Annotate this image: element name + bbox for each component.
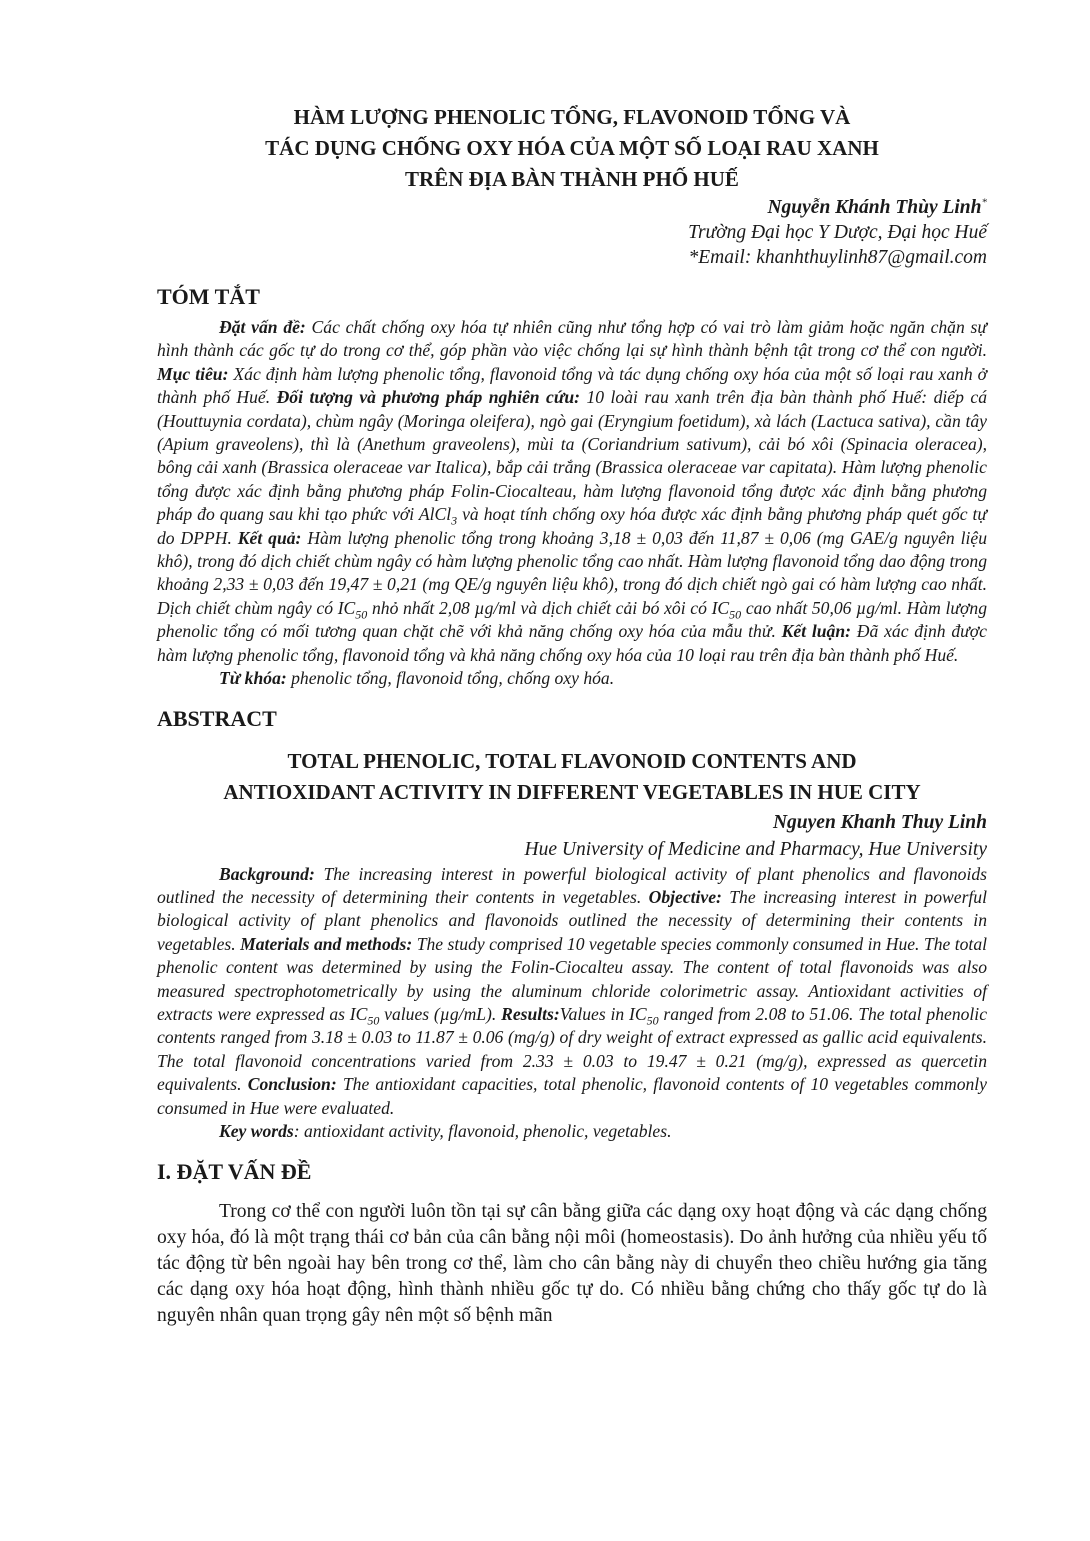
keywords-vi: Từ khóa: phenolic tổng, flavonoid tổng, chống oxy hóa. [219,668,615,689]
section-heading: I. ĐẶT VẤN ĐỀ [157,1159,312,1185]
label-conclusion: Conclusion: [247,1074,337,1095]
title-line: TÁC DỤNG CHỐNG OXY HÓA CỦA MỘT SỐ LOẠI RAU XANH [265,136,879,160]
paper-title-en [157,746,987,808]
summary-heading: TÓM TẮT [157,284,260,309]
abstract-paragraph: Background: The increasing interest in powerful biological activity of plant phenolics and flavonoids outlined the necessity of determining their contents in vegetables. Objective: The increasing interest in powerful biological activity of plant phenolics and flavonoids outlined the necessity of determining their contents in vegetables. Materials and methods: The study comprised 10 vegetable species commonly consumed in Hue. The total phenolic content was determined by using the Folin-Ciocalteu assay. The content of total flavonoids was also measured spectrophotometrically by using the aluminum chloride colorimetric assay. Antioxidant activities of extracts were expressed as $IC_{50}$ values (µg/mL). Results:Values in $IC_{50}$ ranged from 2.08 to 51.06. The total phenolic contents ranged from 3.18 ± 0.03 to 11.87 ± 0.06 (mg/g) of dry weight of extract expressed as gallic acid equivalents. The total flavonoid concentrations varied from 2.33 ± 0.03 to 19.47 ± 0.21 (mg/g), expressed as quercetin equivalents. Conclusion: The antioxidant capacities, total phenolic, flavonoid contents of 10 vegetables commonly consumed in Hue were evaluated. [157,863,988,1118]
author-affiliation: Trường Đại học Y Dược, Đại học Huế [688,222,987,243]
author-name-en: Nguyen Khanh Thuy Linh [772,811,987,833]
label-background: Đặt vấn đề: [219,317,306,337]
author-affiliation-en: Hue University of Medicine and Pharmacy, Hue University [524,838,987,860]
author-email: *Email: khanhthuylinh87@gmail.com [688,247,987,268]
paper-page [157,100,987,1329]
label-conclusion: Kết luận: [781,621,851,642]
summary-paragraph: Đặt vấn đề: Các chất chống oxy hóa tự nhiên cũng như tổng hợp có vai trò làm giảm hoặc ngăn chặn sự hình thành các gốc tự do trong cơ thể, góp phần vào việc chống lại sự hình thành bệnh tật trong cơ thể con người. Mục tiêu: Xác định hàm lượng phenolic tổng, flavonoid tổng và tác dụng chống oxy hóa của một số loại rau xanh ở thành phố Huế. Đối tượng và phương pháp nghiên cứu: 10 loài rau xanh trên địa bàn thành phố Huế: diếp cá (Houttuynia cordata), chùm ngây (Moringa oleifera), ngò gai (Eryngium foetidum), xà lách (Lactuca sativa), cần tây (Apium graveolens), thì là (Anethum graveolens), mùi ta (Coriandrium sativum), cải bó xôi (Spinacia oleracea), bông cải xanh (Brassica oleraceae var Italica), bắp cải trắng (Brassica oleraceae var capitata). Hàm lượng phenolic tổng được xác định bằng phương pháp Folin-Ciocalteau, hàm lượng flavonoid tổng được xác định bằng phương pháp đo quang sau khi tạo phức với AlCl$_3$ và hoạt tính chống oxy hóa được xác định bằng phương pháp quét gốc tự do DPPH. Kết quả: Hàm lượng phenolic tổng trong khoảng 3,18 ± 0,03 đến 11,87 ± 0,06 (mg GAE/g nguyên liệu khô), trong đó dịch chiết chùm ngây có hàm lượng phenolic tổng cao nhất. Hàm lượng flavonoid tổng dao động trong khoảng 2,33 ± 0,03 đến 19,47 ± 0,21 (mg QE/g nguyên liệu khô), trong đó dịch chiết ngò gai có hàm lượng cao nhất. Dịch chiết chùm ngây có $IC_{50}$ nhỏ nhất 2,08 µg/ml và dịch chiết cải bó xôi có $IC_{50}$ cao nhất 50,06 µg/ml. Hàm lượng phenolic tổng có mối tương quan chặt chẽ với khả năng chống oxy hóa của mẫu thử. Kết luận: Đã xác định được hàm lượng phenolic tổng, flavonoid tổng và khả năng chống oxy hóa của 10 loại rau trên địa bàn thành phố Huế. [157,317,987,665]
label-results: Results: [501,1003,560,1024]
author-mark: * [981,196,987,209]
body-paragraph: Trong cơ thể con người luôn tồn tại sự cân bằng giữa các dạng oxy hoạt động và các dạng chống oxy hóa, đó là một trạng thái cơ bản của cân bằng nội môi (homeostasis). Do ảnh hưởng của nhiều yếu tố tác động từ bên ngoài hay bên trong cơ thể, làm cho cân bằng này di chuyển theo chiều hướng gia tăng các dạng oxy hóa hoạt động, hình thành nhiều gốc tự do. Có nhiều bằng chứng cho thấy gốc tự do là nguyên nhân quan trọng gây nên một số bệnh mãn [157,1201,987,1327]
title-line: ANTIOXIDANT ACTIVITY IN DIFFERENT VEGETABLES IN HUE CITY [223,779,921,804]
label-results: Kết quả: [237,527,302,548]
label-methods: Materials and methods: [240,933,413,954]
label-methods: Đối tượng và phương pháp nghiên cứu: [276,387,581,408]
title-line: TOTAL PHENOLIC, TOTAL FLAVONOID CONTENTS AND [287,748,857,773]
label-background: Background: [219,863,315,884]
author-block-vi [157,195,987,270]
abstract-heading: ABSTRACT [157,705,277,731]
label-objective: Mục tiêu: [157,363,229,384]
paper-title-vi [157,102,987,195]
label-objective: Objective: [648,886,722,907]
author-name: Nguyễn Khánh Thùy Linh [767,197,982,218]
title-line: HÀM LƯỢNG PHENOLIC TỔNG, FLAVONOID TỔNG VÀ [293,105,851,129]
keywords-en: Key words: antioxidant activity, flavonoid, phenolic, vegetables. [219,1120,672,1141]
author-block-en [157,810,987,862]
title-line: TRÊN ĐỊA BÀN THÀNH PHỐ HUẾ [405,167,739,191]
